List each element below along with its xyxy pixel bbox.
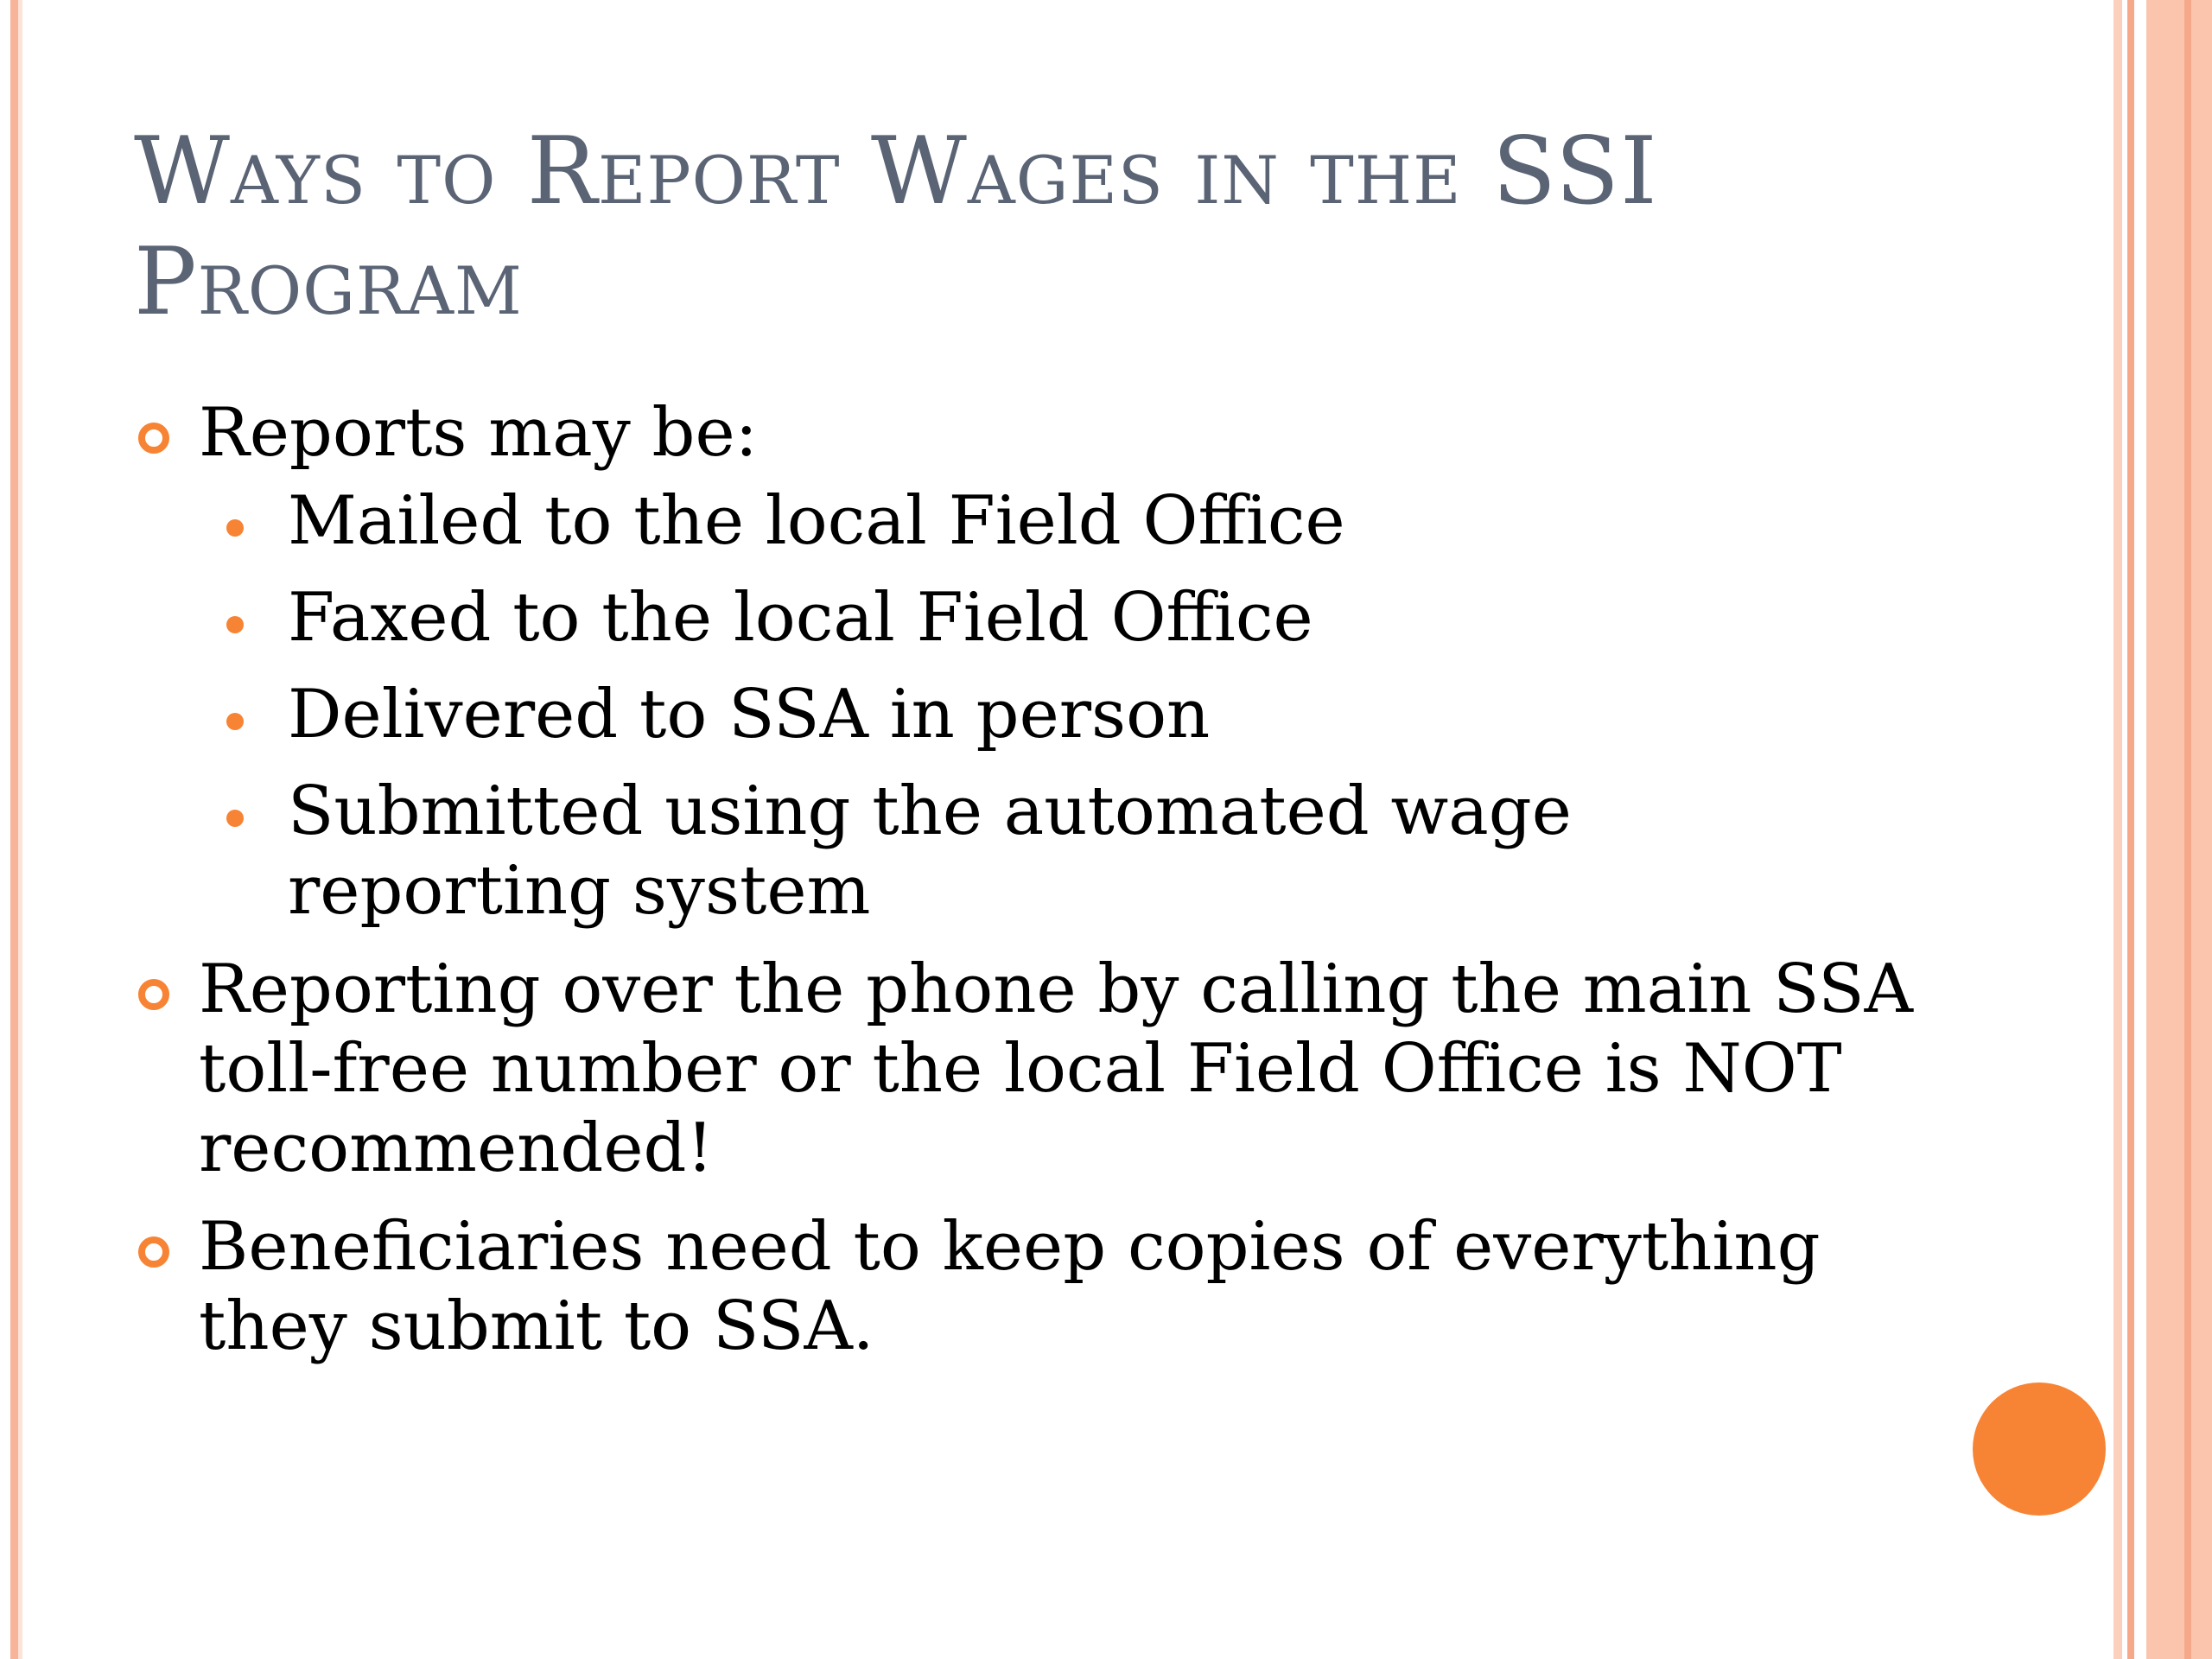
bullet-item <box>130 950 1970 1188</box>
right-border-stripe <box>2127 0 2134 1659</box>
dot-bullet-icon <box>226 810 244 827</box>
sub-bullet-text: Faxed to the local Field Office <box>288 579 1313 657</box>
sub-bullet-text: Mailed to the local Field Office <box>288 482 1345 560</box>
dot-bullet-icon <box>226 616 244 633</box>
sub-bullet-item <box>130 578 2074 658</box>
slide-body <box>130 393 2074 1385</box>
ring-bullet-icon <box>138 423 169 454</box>
sub-bullet-item <box>130 675 2074 754</box>
sub-bullet-text: Submitted using the automated wage reporting system <box>288 772 1572 930</box>
decorative-circle <box>1973 1382 2106 1516</box>
ring-bullet-icon <box>138 1236 169 1268</box>
sub-bullet-text: Delivered to SSA in person <box>288 676 1211 753</box>
left-border-stripe <box>10 0 18 1659</box>
bullet-item <box>130 393 2074 931</box>
dot-bullet-icon <box>226 713 244 730</box>
right-border-band <box>2146 0 2212 1659</box>
bullet-text: Reports may be: <box>199 394 758 472</box>
ring-bullet-icon <box>138 979 169 1010</box>
bullet-text: Beneficiaries need to keep copies of everything they submit to SSA. <box>199 1208 1821 1365</box>
bullet-text: Reporting over the phone by calling the main SSA toll-free number or the local Field Office is NOT recommended! <box>199 950 1914 1187</box>
right-border-stripe <box>2184 0 2191 1659</box>
sub-bullet-item <box>130 772 1757 931</box>
right-border-stripe <box>2113 0 2122 1659</box>
slide-title: Ways to Report Wages in the SSI Program <box>134 118 1658 336</box>
sub-bullet-item <box>130 481 2074 561</box>
sub-bullet-list <box>130 481 2074 931</box>
right-border-gap <box>2134 0 2146 1659</box>
left-border-stripe-light <box>18 0 22 1659</box>
bullet-item <box>130 1207 1970 1366</box>
dot-bullet-icon <box>226 519 244 537</box>
